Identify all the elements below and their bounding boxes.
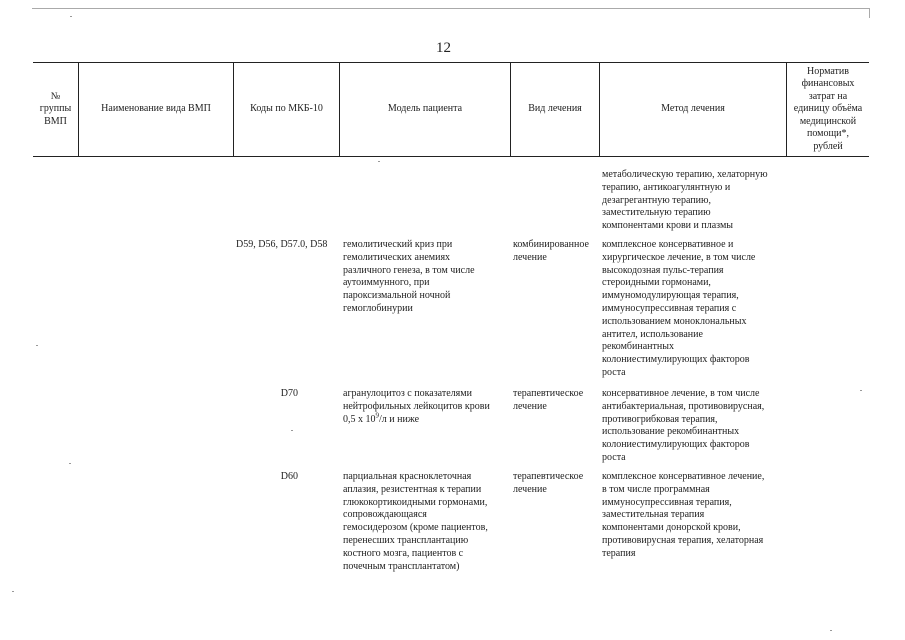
header-treatment-method: Метод лечения	[661, 103, 725, 115]
scan-border-top	[32, 8, 870, 9]
row-patient-model-line	[343, 411, 509, 427]
scan-speck	[12, 591, 14, 592]
row-treatment-method: комплексное консервативное лечение, в том числе программная иммуносупрессивная терапия, заместительная терапия компонентами донорской крови, противовирусная терапия, хелаторная терапия	[602, 471, 765, 559]
row-patient-model	[343, 388, 509, 426]
scan-border-right	[869, 8, 870, 18]
header-vmp-name: Наименование вида ВМП	[101, 103, 211, 115]
row-method-continuation: метаболическую терапию, хелаторную терапию, антикоагулянтную и дезагрегантную терапию, заместительную терапию компонентами крови и плазмы	[602, 169, 768, 232]
row-patient-model-line: нейтрофильных лейкоцитов крови	[343, 400, 490, 412]
scan-speck	[70, 16, 72, 17]
row-patient-model-line: агранулоцитоз с показателями	[343, 388, 472, 399]
scan-speck	[69, 463, 71, 464]
row-icd-codes: D70	[280, 388, 298, 399]
header-treatment-type: Вид лечения	[528, 103, 582, 115]
scan-speck	[860, 390, 862, 391]
row-icd-codes: D60	[280, 471, 298, 482]
scan-speck	[830, 630, 832, 631]
scan-speck	[36, 345, 38, 346]
row-icd-codes: D59, D56, D57.0, D58	[236, 239, 328, 250]
row-treatment-method: комплексное консервативное и хирургическое лечение, в том числе высокодозная пульс-терапия стероидными гормонами, иммуномодулирующая терапия, иммуносупрессивная терапия с использованием моноклональных антител, использование рекомбинантных колониестимулирующих факторов роста	[602, 239, 756, 378]
model-unit: /л и ниже	[379, 413, 420, 425]
row-treatment-type: терапевтическое лечение	[513, 471, 584, 495]
scan-speck	[378, 161, 380, 162]
scan-speck	[291, 430, 293, 431]
page-number: 12	[436, 40, 451, 56]
model-exponent: 9	[375, 411, 379, 420]
table-header-bottom-border	[33, 156, 869, 157]
header-cost-norm: Норматив финансовых затрат на единицу объёма медицинской помощи*, рублей	[793, 65, 863, 152]
header-icd-codes: Коды по МКБ-10	[250, 103, 323, 115]
row-patient-model: парциальная красноклеточная аплазия, резистентная к терапии глюкокортикоидными гормонами, сопровождающаяся гемосидерозом (кроме пациентов, перенесших трансплантацию костного мозга, пациентов с почечным трансплантатом)	[343, 471, 488, 572]
row-treatment-type: терапевтическое лечение	[513, 388, 584, 412]
row-patient-model: гемолитический криз при гемолитических анемиях различного генеза, в том числе аутоиммунного, при пароксизмальной ночной гемоглобинурии	[343, 239, 475, 314]
row-treatment-method: консервативное лечение, в том числе антибактериальная, противовирусная, противогрибковая терапия, использование рекомбинантных колониестимулирующих факторов роста	[602, 388, 765, 463]
row-treatment-type: комбинированное лечение	[513, 239, 589, 263]
header-group-number: № группы ВМП	[39, 90, 72, 127]
header-patient-model: Модель пациента	[387, 103, 463, 115]
model-value: 0,5 х 10	[343, 413, 376, 425]
